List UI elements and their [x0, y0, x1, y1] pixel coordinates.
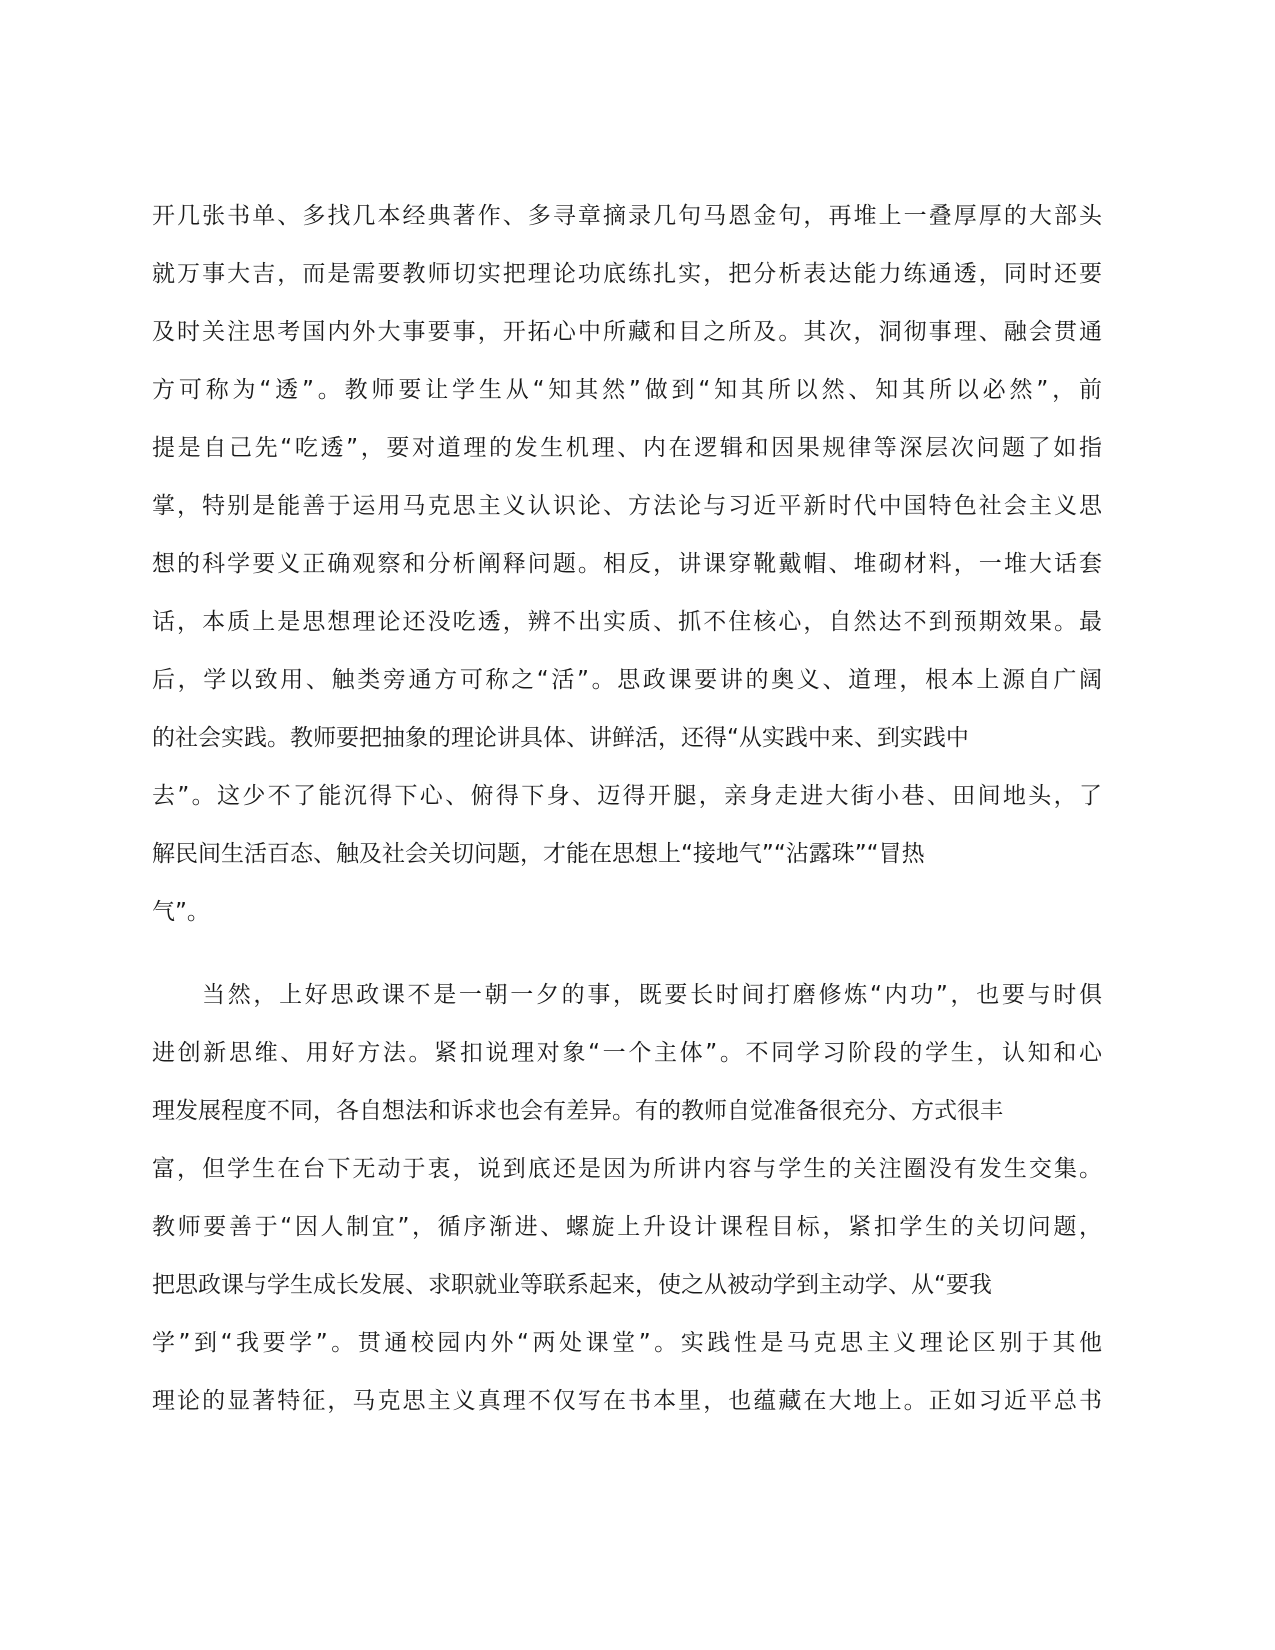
paragraph-line: 及时关注思考国内外大事要事，开拓心中所藏和目之所及。其次，洞彻事理、融会贯通 — [152, 319, 1102, 345]
paragraph-line: 理论的显著特征，马克思主义真理不仅写在书本里，也蕴藏在大地上。正如习近平总书 — [152, 1388, 1102, 1414]
paragraph-line: 把思政课与学生成长发展、求职就业等联系起来，使之从被动学到主动学、从“要我 — [152, 1272, 992, 1298]
paragraph-line: 富，但学生在台下无动于衷，说到底还是因为所讲内容与学生的关注圈没有发生交集。 — [152, 1156, 1102, 1182]
paragraph-2 — [152, 966, 1102, 1430]
paragraph-line: 想的科学要义正确观察和分析阐释问题。相反，讲课穿靴戴帽、堆砌材料，一堆大话套 — [152, 551, 1102, 577]
paragraph-line: 提是自己先“吃透”，要对道理的发生机理、内在逻辑和因果规律等深层次问题了如指 — [152, 435, 1102, 461]
paragraph-line: 掌，特别是能善于运用马克思主义认识论、方法论与习近平新时代中国特色社会主义思 — [152, 493, 1102, 519]
paragraph-line: 解民间生活百态、触及社会关切问题，才能在思想上“接地气”“沾露珠”“冒热 — [152, 841, 925, 867]
paragraph-1 — [152, 187, 1102, 941]
paragraph-line: 方可称为“透”。教师要让学生从“知其然”做到“知其所以然、知其所以必然”，前 — [152, 377, 1102, 403]
paragraph-line: 学”到“我要学”。贯通校园内外“两处课堂”。实践性是马克思主义理论区别于其他 — [152, 1330, 1102, 1356]
paragraph-line: 后，学以致用、触类旁通方可称之“活”。思政课要讲的奥义、道理，根本上源自广阔 — [152, 667, 1102, 693]
paragraph-line: 去”。这少不了能沉得下心、俯得下身、迈得开腿，亲身走进大街小巷、田间地头，了 — [152, 783, 1102, 809]
paragraph-line: 的社会实践。教师要把抽象的理论讲具体、讲鲜活，还得“从实践中来、到实践中 — [152, 725, 969, 751]
paragraph-line: 理发展程度不同，各自想法和诉求也会有差异。有的教师自觉准备很充分、方式很丰 — [152, 1098, 1003, 1124]
paragraph-line: 就万事大吉，而是需要教师切实把理论功底练扎实，把分析表达能力练通透，同时还要 — [152, 261, 1102, 287]
paragraph-line: 当然，上好思政课不是一朝一夕的事，既要长时间打磨修炼“内功”，也要与时俱 — [202, 982, 1102, 1008]
paragraph-line: 气”。 — [152, 899, 210, 925]
paragraph-line: 开几张书单、多找几本经典著作、多寻章摘录几句马恩金句，再堆上一叠厚厚的大部头 — [152, 203, 1102, 229]
paragraph-line: 话，本质上是思想理论还没吃透，辨不出实质、抓不住核心，自然达不到预期效果。最 — [152, 609, 1102, 635]
paragraph-line: 教师要善于“因人制宜”，循序渐进、螺旋上升设计课程目标，紧扣学生的关切问题， — [152, 1214, 1102, 1240]
paragraph-line: 进创新思维、用好方法。紧扣说理对象“一个主体”。不同学习阶段的学生，认知和心 — [152, 1040, 1102, 1066]
